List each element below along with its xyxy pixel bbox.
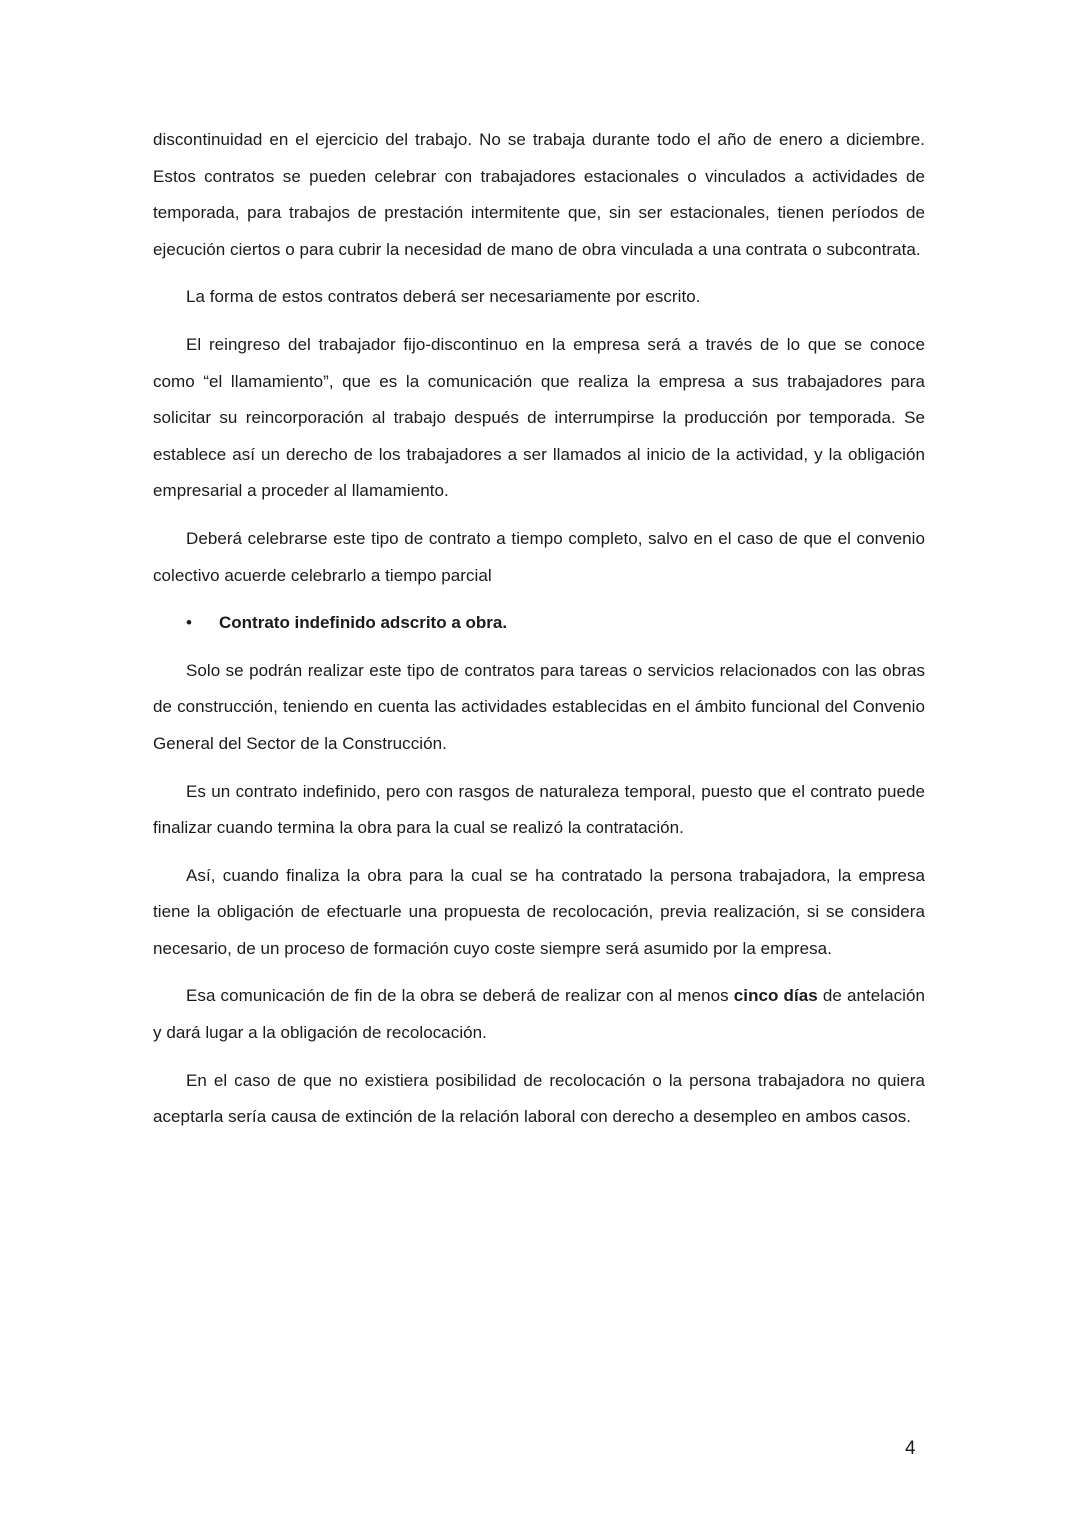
paragraph-fijo-discontinuo-continuation: discontinuidad en el ejercicio del trabajo. No se trabaja durante todo el año de enero a diciembre. Estos contratos se pueden celebrar con trabajadores estacionales o vinculados a actividades de temporada, para trabajos de prestación intermitente que, sin ser estacionales, tienen períodos de ejecución ciertos o para cubrir la necesidad de mano de obra vinculada a una contrata o subcontrata. bbox=[153, 130, 925, 259]
bold-emphasis: cinco días bbox=[733, 986, 818, 1006]
page-number: 4 bbox=[905, 1438, 916, 1459]
paragraph-contract-form: La forma de estos contratos deberá ser necesariamente por escrito. bbox=[186, 287, 701, 307]
paragraph-comunicacion-fin-obra bbox=[153, 978, 925, 1051]
paragraph-construccion: Solo se podrán realizar este tipo de contratos para tareas o servicios relacionados con las obras de construcción, teniendo en cuenta las actividades establecidas en el ámbito funcional del Convenio General del Sector de la Construcción. bbox=[153, 660, 925, 753]
paragraph-naturaleza-temporal: Es un contrato indefinido, pero con rasgos de naturaleza temporal, puesto que el contrato puede finalizar cuando termina la obra para la cual se realizó la contratación. bbox=[153, 781, 925, 838]
paragraph-text-part: Esa comunicación de fin de la obra se deberá de realizar con al menos bbox=[186, 986, 734, 1006]
document-page bbox=[153, 122, 925, 1147]
bullet-item-contrato-indefinido bbox=[153, 605, 925, 642]
paragraph-tiempo-completo: Deberá celebrarse este tipo de contrato a tiempo completo, salvo en el caso de que el convenio colectivo acuerde celebrarlo a tiempo parcial bbox=[153, 528, 925, 585]
bullet-heading: Contrato indefinido adscrito a obra. bbox=[219, 613, 508, 633]
paragraph-recolocacion: Así, cuando finaliza la obra para la cual se ha contratado la persona trabajadora, la empresa tiene la obligación de efectuarle una propuesta de recolocación, previa realización, si se considera necesario, de un proceso de formación cuyo coste siempre será asumido por la empresa. bbox=[153, 865, 925, 958]
bullet-icon: • bbox=[186, 613, 192, 633]
paragraph-extincion: En el caso de que no existiera posibilidad de recolocación o la persona trabajadora no quiera aceptarla sería causa de extinción de la relación laboral con derecho a desempleo en ambos casos. bbox=[153, 1070, 925, 1127]
paragraph-llamamiento: El reingreso del trabajador fijo-discontinuo en la empresa será a través de lo que se conoce como “el llamamiento”, que es la comunicación que realiza la empresa a sus trabajadores para solicitar su reincorporación al trabajo después de interrumpirse la producción por temporada. Se establece así un derecho de los trabajadores a ser llamados al inicio de la actividad, y la obligación empresarial a proceder al llamamiento. bbox=[153, 334, 925, 501]
paragraph-text-part: de antelación y dará lugar a la obligación de recolocación. bbox=[153, 986, 926, 1043]
